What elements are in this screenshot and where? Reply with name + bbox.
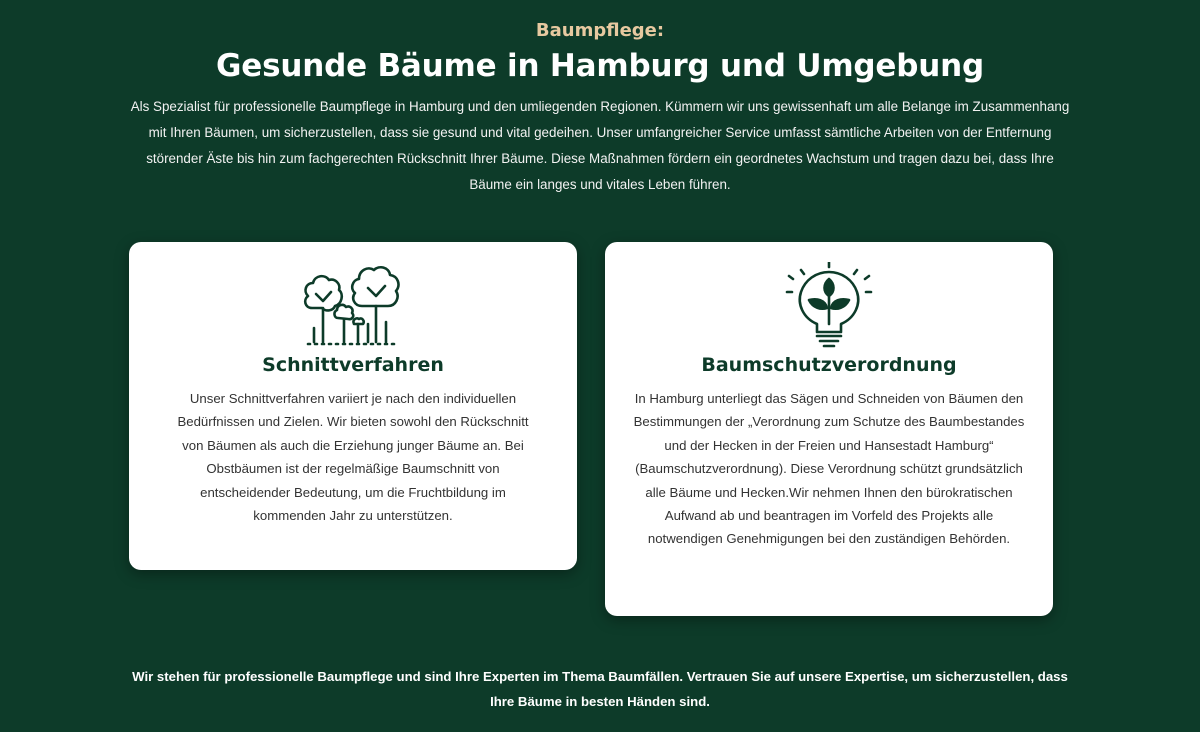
- card-title: Baumschutzverordnung: [701, 354, 957, 376]
- card-baumschutzverordnung: [605, 242, 1053, 616]
- card-schnittverfahren: [129, 242, 577, 570]
- page-title: Gesunde Bäume in Hamburg und Umgebung: [216, 48, 984, 84]
- closing-text: Wir stehen für professionelle Baumpflege und sind Ihre Experten im Thema Baumfällen. Vertrauen Sie auf unsere Expertise, um sicherzustellen, dass Ihre Bäume in besten Händen sind.: [132, 669, 1068, 709]
- card-title: Schnittverfahren: [262, 354, 444, 376]
- trees-icon: [129, 262, 577, 348]
- card-text: In Hamburg unterliegt das Sägen und Schneiden von Bäumen den Bestimmungen der „Verordnung zum Schutze des Baumbestandes und der Hecken in der Freien und Hansestadt Hamburg“ (Baumschutzverordnung). Diese Verordnung schützt grundsätzlich alle Bäume und Hecken.Wir nehmen Ihnen den bürokratischen Aufwand ab und beantragen im Vorfeld des Projekts alle notwendigen Genehmigungen bei den zuständigen Behörden.: [633, 391, 1025, 547]
- card-text: Unser Schnittverfahren variiert je nach den individuellen Bedürfnissen und Zielen. Wir bieten sowohl den Rückschnitt von Bäumen als auch die Erziehung junger Bäume an. Bei Obstbäumen ist der regelmäßige Baumschnitt von entscheidender Bedeutung, um die Fruchtbildung im kommenden Jahr zu unterstützen.: [177, 391, 529, 524]
- lightbulb-plant-icon: [605, 262, 1053, 352]
- eyebrow-label: Baumpflege:: [535, 20, 665, 41]
- intro-text: Als Spezialist für professionelle Baumpflege in Hamburg und den umliegenden Regionen. Kümmern wir uns gewissenhaft um alle Belange im Zusammenhang mit Ihren Bäumen, um sicherzustellen, dass sie gesund und vital gedeihen. Unser umfangreicher Service umfasst sämtliche Arbeiten von der Entfernung störender Äste bis hin zum fachgerechten Rückschnitt Ihrer Bäume. Diese Maßnahmen fördern ein geordnetes Wachstum und tragen dazu bei, dass Ihre Bäume ein langes und vitales Leben führen.: [130, 99, 1070, 192]
